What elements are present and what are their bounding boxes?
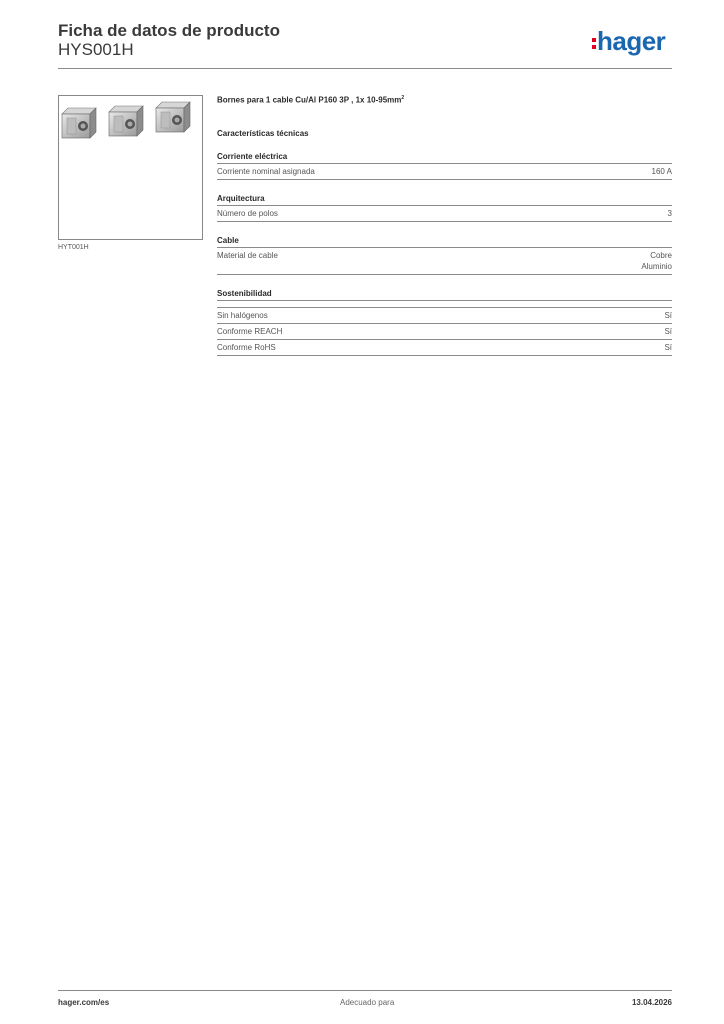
- terminal-blocks-picture: [59, 96, 202, 239]
- hager-logo[interactable]: [592, 26, 665, 57]
- spec-label: Conforme REACH: [217, 326, 283, 336]
- spec-value: Cobre: [650, 250, 672, 260]
- spec-value: 160 A: [651, 166, 672, 176]
- group-title: Arquitectura: [217, 194, 672, 206]
- spec-value: Sí: [664, 326, 672, 336]
- spec-row: [217, 340, 672, 356]
- spec-rows: [217, 307, 672, 356]
- product-name-text: Bornes para 1 cable Cu/Al P160 3P , 1x 10-95mm: [217, 95, 402, 105]
- group-electrical-current: [217, 152, 672, 180]
- spec-label: Corriente nominal asignada: [217, 166, 315, 176]
- spec-value: 3: [667, 208, 672, 218]
- footer-date: 13.04.2026: [631, 998, 672, 1007]
- product-image: [58, 95, 203, 240]
- group-architecture: [217, 194, 672, 222]
- spec-value-2: Aluminio: [641, 261, 672, 271]
- spec-value: Sí: [664, 342, 672, 352]
- product-code: HYS001H: [58, 40, 134, 59]
- logo-dots-icon: [592, 35, 596, 52]
- spec-row: [217, 206, 672, 222]
- product-details: [217, 95, 672, 356]
- group-title: Sostenibilidad: [217, 289, 672, 301]
- spec-label: Material de cable: [217, 250, 278, 260]
- group-sustainability: [217, 289, 672, 356]
- product-name-superscript: 2: [401, 95, 405, 101]
- spec-value: Sí: [664, 310, 672, 320]
- spec-row: [217, 164, 672, 180]
- page-title: Ficha de datos de producto: [58, 21, 280, 40]
- logo-text: hager: [597, 26, 666, 56]
- footer-website-link[interactable]: hager.com/es: [58, 998, 110, 1007]
- footer-suitable-for: Adecuado para: [340, 998, 395, 1007]
- image-caption: HYT001H: [58, 244, 89, 251]
- spec-row: [217, 308, 672, 324]
- group-title: Cable: [217, 236, 672, 248]
- spec-label: Sin halógenos: [217, 310, 268, 320]
- group-cable: [217, 236, 672, 275]
- group-title: Corriente eléctrica: [217, 152, 672, 164]
- spec-value-multiline: [641, 250, 672, 272]
- section-title: Características técnicas: [217, 128, 309, 138]
- header-divider: [58, 68, 672, 69]
- spec-label: Número de polos: [217, 208, 278, 218]
- spec-row: [217, 324, 672, 340]
- footer-divider: [58, 990, 672, 991]
- spec-label: Conforme RoHS: [217, 342, 276, 352]
- spec-row: [217, 248, 672, 275]
- product-name: [217, 95, 672, 105]
